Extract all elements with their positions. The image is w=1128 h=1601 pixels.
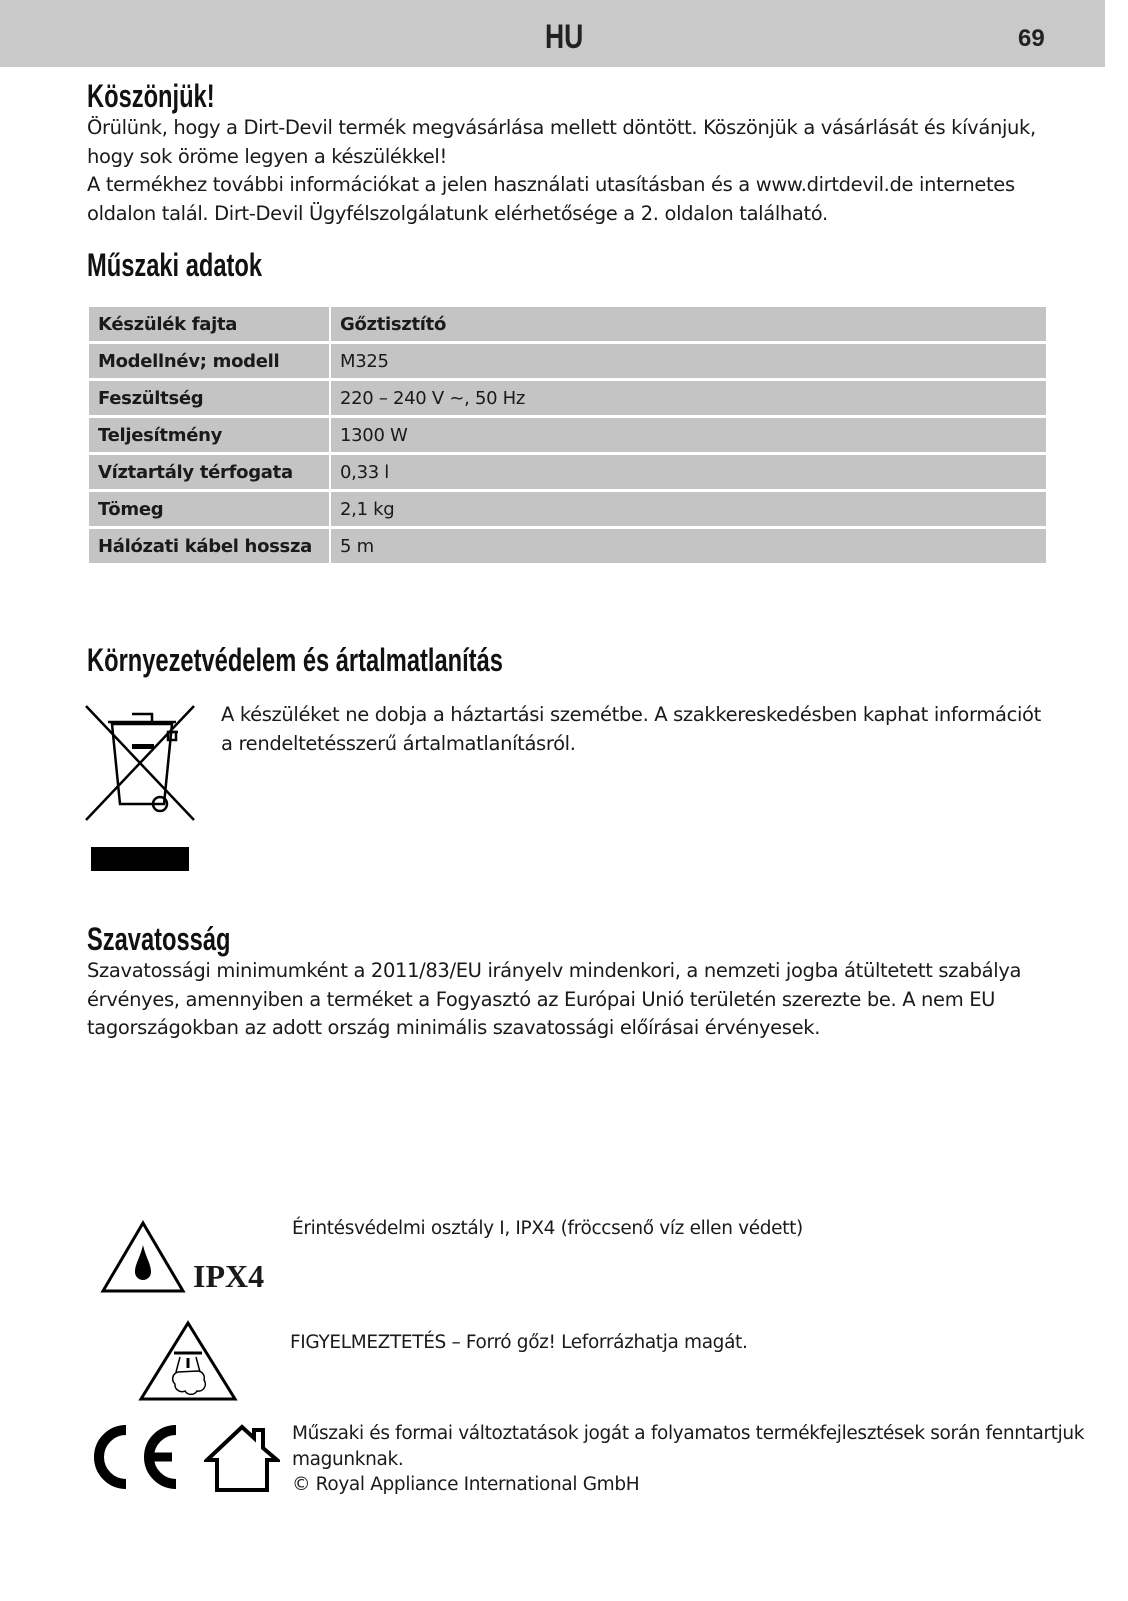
table-row (89, 344, 1046, 378)
text-line: Műszaki és formai változtatások jogát a folyamatos termékfejlesztések során fenntartjuk (292, 1423, 1085, 1444)
ipx4-label: IPX4 (193, 1258, 265, 1294)
environment-text (221, 701, 1041, 758)
hot-steam-warning-icon (138, 1320, 238, 1402)
text-line: tagországokban az adott ország minimális szavatossági előírásai érvényesek. (87, 1016, 821, 1039)
specs-table (87, 304, 1048, 566)
text-line: a rendeltetésszerű ártalmatlanításról. (221, 731, 576, 755)
spec-value: 220 – 240 V ~, 50 Hz (331, 381, 1046, 415)
specs-heading: Műszaki adatok (87, 247, 263, 283)
spec-label: Víztartály térfogata (89, 455, 329, 489)
environment-heading: Környezetvédelem és ártalmatlanítás (87, 642, 503, 678)
spec-value: 2,1 kg (331, 492, 1046, 526)
page-number: 69 (1018, 25, 1045, 52)
water-drop-warning-icon (100, 1220, 186, 1294)
spec-label: Teljesítmény (89, 418, 329, 452)
ipx-text: Érintésvédelmi osztály I, IPX4 (fröccsenő víz ellen védett) (292, 1218, 803, 1239)
indoor-use-house-icon (204, 1424, 280, 1492)
footer-text (292, 1421, 1084, 1498)
warranty-heading: Szavatosság (87, 921, 231, 957)
table-row (89, 307, 1046, 341)
spec-value: Gőztisztító (331, 307, 1046, 341)
table-row (89, 381, 1046, 415)
table-row (89, 529, 1046, 563)
text-line: magunknak. (292, 1448, 404, 1470)
thanks-text (87, 114, 1036, 228)
warranty-text (87, 957, 1021, 1043)
copyright-text: © Royal Appliance International GmbH (292, 1474, 640, 1495)
spec-label: Feszültség (89, 381, 329, 415)
thanks-heading: Köszönjük! (87, 78, 215, 114)
table-row (89, 455, 1046, 489)
spec-value: 0,33 l (331, 455, 1046, 489)
text-line: érvényes, amennyiben a terméket a Fogyasztó az Európai Unió területén szerezte be. A nem EU (87, 987, 996, 1011)
text-line: Szavatossági minimumként a 2011/83/EU irányelv mindenkori, a nemzeti jogba átültetett szabálya (87, 959, 1022, 982)
spec-value: 5 m (331, 529, 1046, 563)
weee-crossed-bin-icon (84, 704, 196, 874)
spec-value: M325 (331, 344, 1046, 378)
language-code: HU (545, 18, 584, 56)
page-header (0, 0, 1105, 67)
text-line: A termékhez további információkat a jelen használati utasításban és a www.dirtdevil.de internetes (87, 173, 1015, 196)
spec-value: 1300 W (331, 418, 1046, 452)
spec-label: Modellnév; modell (89, 344, 329, 378)
spec-label: Készülék fajta (89, 307, 329, 341)
ce-mark-icon (90, 1424, 180, 1490)
table-row (89, 418, 1046, 452)
table-row (89, 492, 1046, 526)
spec-label: Hálózati kábel hossza (89, 529, 329, 563)
text-line: Örülünk, hogy a Dirt-Devil termék megvásárlása mellett döntött. Köszönjük a vásárlását és kívánjuk, (87, 116, 1036, 139)
steam-warning-text: FIGYELMEZTETÉS – Forró gőz! Leforrázhatja magát. (290, 1332, 748, 1353)
text-line: hogy sok öröme legyen a készülékkel! (87, 144, 447, 168)
text-line: A készüléket ne dobja a háztartási szemétbe. A szakkereskedésben kaphat információt (221, 703, 1041, 726)
spec-label: Tömeg (89, 492, 329, 526)
text-line: oldalon talál. Dirt-Devil Ügyfélszolgálatunk elérhetősége a 2. oldalon található. (87, 201, 828, 225)
